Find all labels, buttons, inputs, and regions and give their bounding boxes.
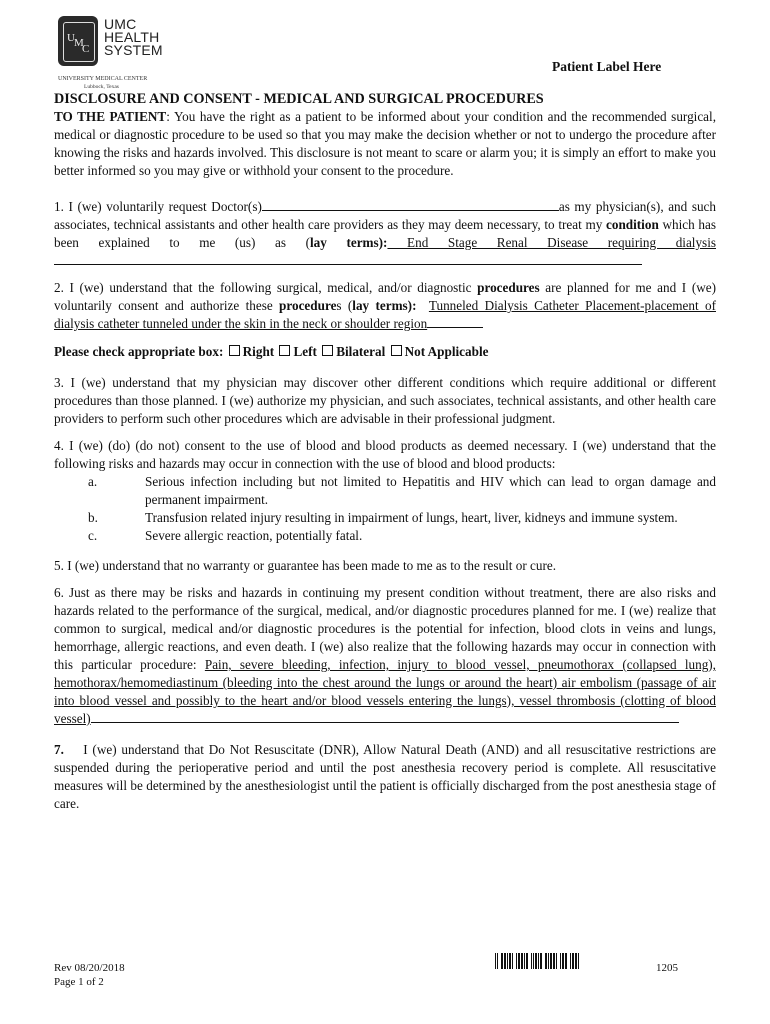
barcode — [495, 953, 580, 969]
section-5: 5. I (we) understand that no warranty or guarantee has been made to me as to the result or cure. — [54, 558, 557, 573]
form-number: 1205 — [656, 962, 678, 974]
doctor-name-field[interactable] — [262, 197, 559, 211]
form-body — [54, 91, 720, 813]
hazards-field[interactable]: Pain, severe bleeding, infection, injury to blood vessel, pneumothorax (collapsed lung), hemothorax/hemomediastinum (bleeding into the chest around the lungs or around the heart) air embolism (passage of air into blood vessel and possibly to the heart and/or blood vessels entering the lungs), vessel thrombosis (clotting of blood vessel) — [54, 657, 716, 726]
section-1: 1. I (we) voluntarily request Doctor(s) as my physician(s), and such associates, technical assistants and other health care providers as they may deem necessary, to treat my condition which has been explained to me (us) as (lay terms): End Stage Renal Disease requiring dialysis — [54, 197, 716, 270]
section-7: 7. I (we) understand that Do Not Resuscitate (DNR), Allow Natural Death (AND) and all resuscitative restrictions are suspended during the perioperative period and until the post anesthesia recovery period is complete. All resuscitative measures will be determined by the anesthesiologist until the patient is officially discharged from the post anesthesia stage of care. — [54, 742, 720, 811]
section-2: 2. I (we) understand that the following surgical, medical, and/or diagnostic procedures are planned for me and I (we) voluntarily consent and authorize these procedures (lay terms): Tunneled Dialysis Catheter Placement-placement of dialysis catheter tunneled under the skin in the neck or shoulder region — [54, 280, 716, 331]
list-item: c. Severe allergic reaction, potentially fatal. — [88, 528, 363, 543]
section-3: 3. I (we) understand that my physician may discover other different conditions which require additional or different procedures than those planned. I (we) authorize my physician, and such associates, technical assistants, and other health care providers to perform such other procedures which are advisable in their professional judgment. — [54, 375, 716, 426]
checkbox-right[interactable] — [229, 345, 240, 356]
checkbox-left[interactable] — [279, 345, 290, 356]
blood-risks-list — [54, 473, 716, 545]
logo-city: Lubbock, Texas — [84, 84, 119, 90]
page-number: Page 1 of 2 — [54, 976, 104, 988]
patient-label-area: Patient Label Here — [552, 59, 662, 74]
logo-wordmark: UMC HEALTH SYSTEM — [104, 16, 163, 58]
side-checkbox-row: Please check appropriate box: Right Left Bilateral Not Applicable — [54, 344, 489, 359]
condition-field[interactable]: End Stage Renal Disease requiring dialysis — [387, 235, 716, 250]
checkbox-bilateral[interactable] — [322, 345, 333, 356]
section-4: 4. I (we) (do) (do not) consent to the use of blood and blood products as deemed necessary. I (we) understand that the following risks and hazards may occur in connection with the use of blood and blood products: — [54, 438, 716, 471]
umc-badge-icon: U M C — [58, 16, 98, 66]
checkbox-not-applicable[interactable] — [391, 345, 402, 356]
list-item: a. Serious infection including but not limited to Hepatitis and HIV which can lead to organ damage and permanent impairment. — [88, 474, 716, 507]
document-title: DISCLOSURE AND CONSENT - MEDICAL AND SURGICAL PROCEDURES — [54, 91, 544, 107]
footer-revision: Rev 08/20/2018 Page 1 of 2 — [54, 962, 125, 988]
logo-subtitle: UNIVERSITY MEDICAL CENTER — [58, 76, 148, 82]
umc-logo — [58, 16, 208, 92]
list-item: b. Transfusion related injury resulting in impairment of lungs, heart, liver, kidneys and immune system. — [88, 510, 678, 525]
section-6: 6. Just as there may be risks and hazards in continuing my present condition without treatment, there are also risks and hazards related to the performance of the surgical, medical, and/or diagnostic procedures planned for me. I (we) realize that common to surgical, medical and/or diagnostic procedures is the potential for infection, blood clots in veins and lungs, hemorrhage, allergic reactions, and even death. I (we) also realize that the following hazards may occur in connection with this particular procedure: Pain, severe bleeding, infection, injury to blood vessel, pneumothorax (collapsed lung), hemothorax/hemomediastinum (bleeding into the chest around the lungs or around the heart) air embolism (passage of air into blood vessel and possibly to the heart and/or blood vessels entering the lungs), vessel thrombosis (clotting of blood vessel) — [54, 585, 716, 726]
procedure-field[interactable]: Tunneled Dialysis Catheter Placement-placement of dialysis catheter tunneled under the skin in the neck or shoulder region — [54, 298, 716, 331]
intro-paragraph: TO THE PATIENT: You have the right as a patient to be informed about your condition and the recommended surgical, medical or diagnostic procedure to be used so that you may make the decision whether or not to undergo the procedure after knowing the risks and hazards involved. This disclosure is not meant to scare or alarm you; it is simply an effort to make you better informed so you may give or withhold your consent to the procedure. — [54, 109, 716, 178]
